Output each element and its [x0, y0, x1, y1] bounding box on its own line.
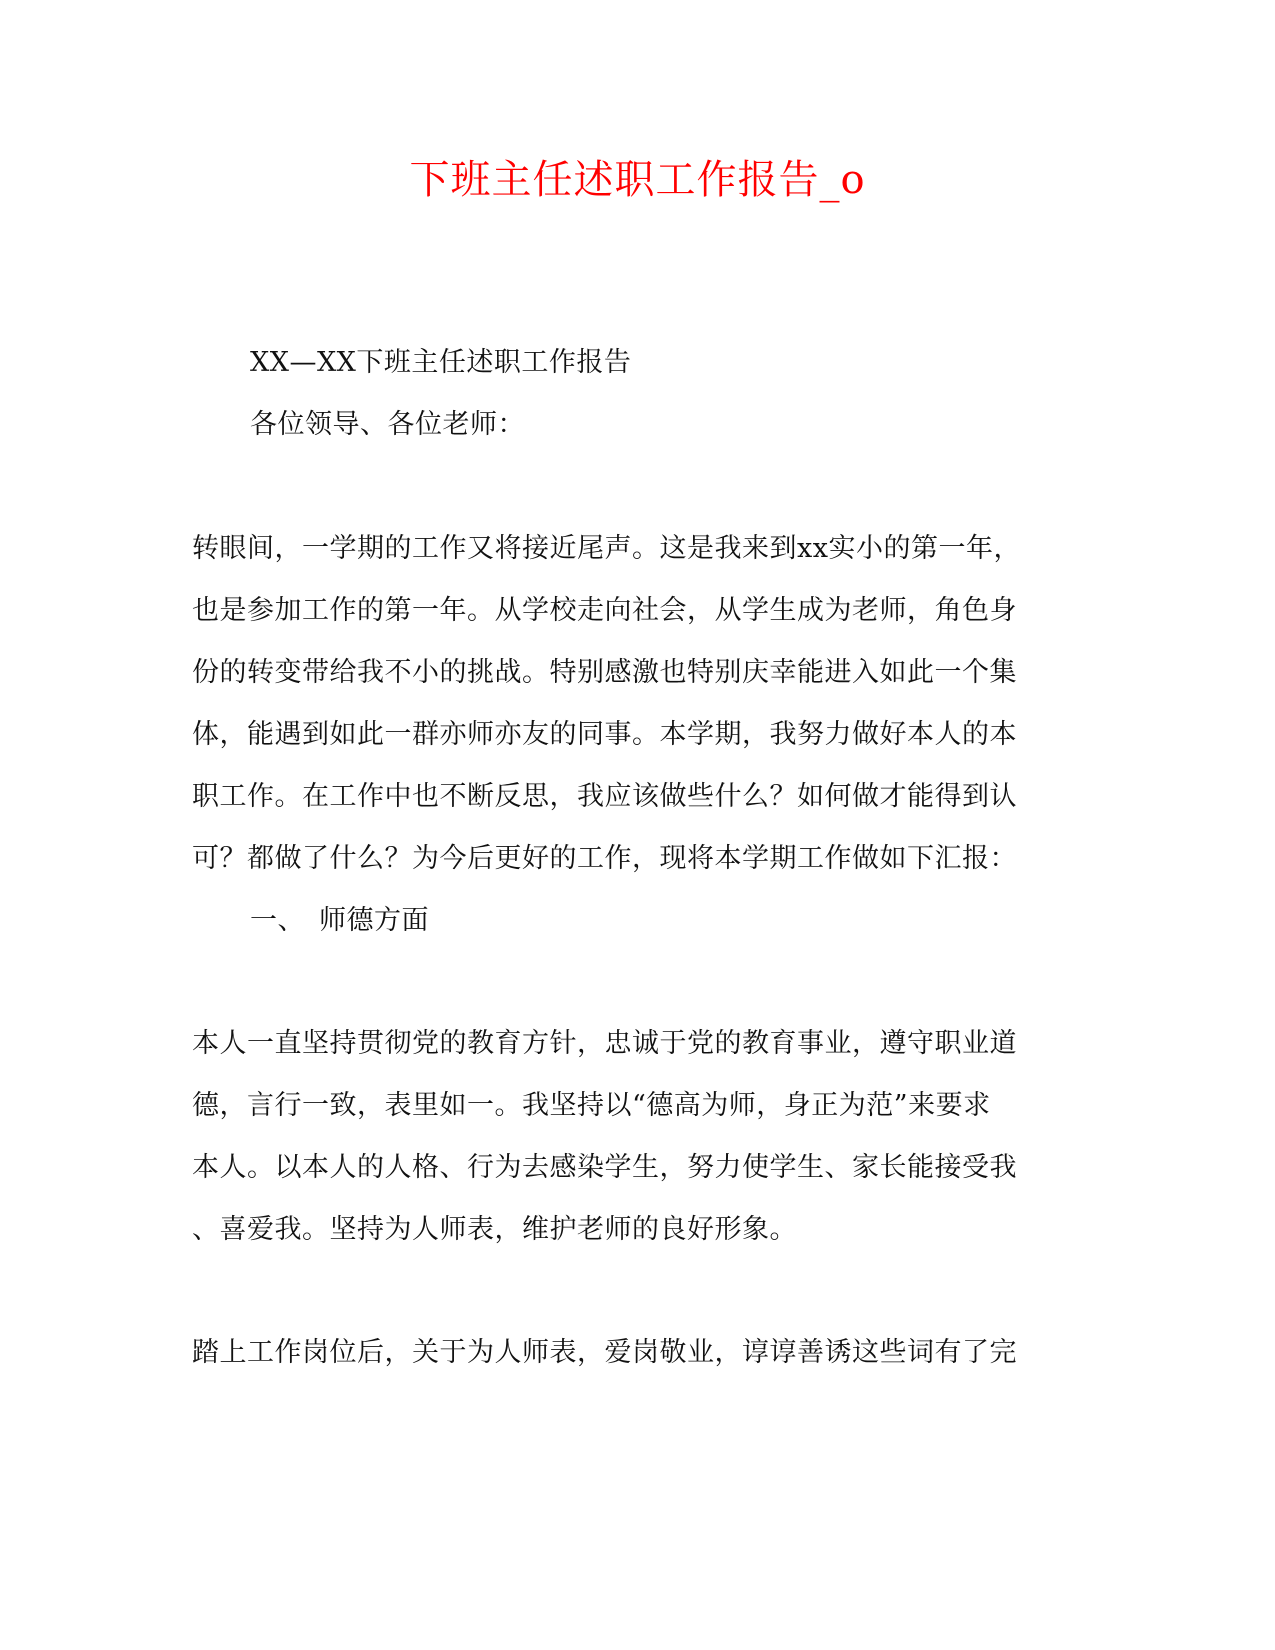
section-heading: 一、 师德方面: [250, 905, 429, 936]
paragraph-line: 体，能遇到如此一群亦师亦友的同事。本学期，我努力做好本人的本: [192, 719, 1017, 750]
paragraph-line: 转眼间，一学期的工作又将接近尾声。这是我来到xx实小的第一年，: [192, 533, 1021, 564]
paragraph-line: 、喜爱我。坚持为人师表，维护老师的良好形象。: [192, 1214, 797, 1245]
paragraph-line: 德，言行一致，表里如一。我坚持以“德高为师，身正为范”来要求: [192, 1090, 991, 1121]
paragraph-line: 份的转变带给我不小的挑战。特别感激也特别庆幸能进入如此一个集: [192, 657, 1017, 688]
paragraph-line: 本人一直坚持贯彻党的教育方针，忠诚于党的教育事业，遵守职业道: [192, 1028, 1017, 1059]
paragraph-line: 踏上工作岗位后，关于为人师表，爱岗敬业，谆谆善诱这些词有了完: [192, 1337, 1017, 1368]
paragraph-line: 可？都做了什么？为今后更好的工作，现将本学期工作做如下汇报：: [192, 843, 1017, 874]
paragraph-line: 职工作。在工作中也不断反思，我应该做些什么？如何做才能得到认: [192, 781, 1017, 812]
salutation: 各位领导、各位老师：: [250, 409, 525, 440]
paragraph-line: 也是参加工作的第一年。从学校走向社会，从学生成为老师，角色身: [192, 595, 1017, 626]
paragraph-line: 本人。以本人的人格、行为去感染学生，努力使学生、家长能接受我: [192, 1152, 1017, 1183]
page-title: 下班主任述职工作报告_o: [409, 157, 866, 203]
report-heading: XX—XX下班主任述职工作报告: [250, 347, 632, 378]
